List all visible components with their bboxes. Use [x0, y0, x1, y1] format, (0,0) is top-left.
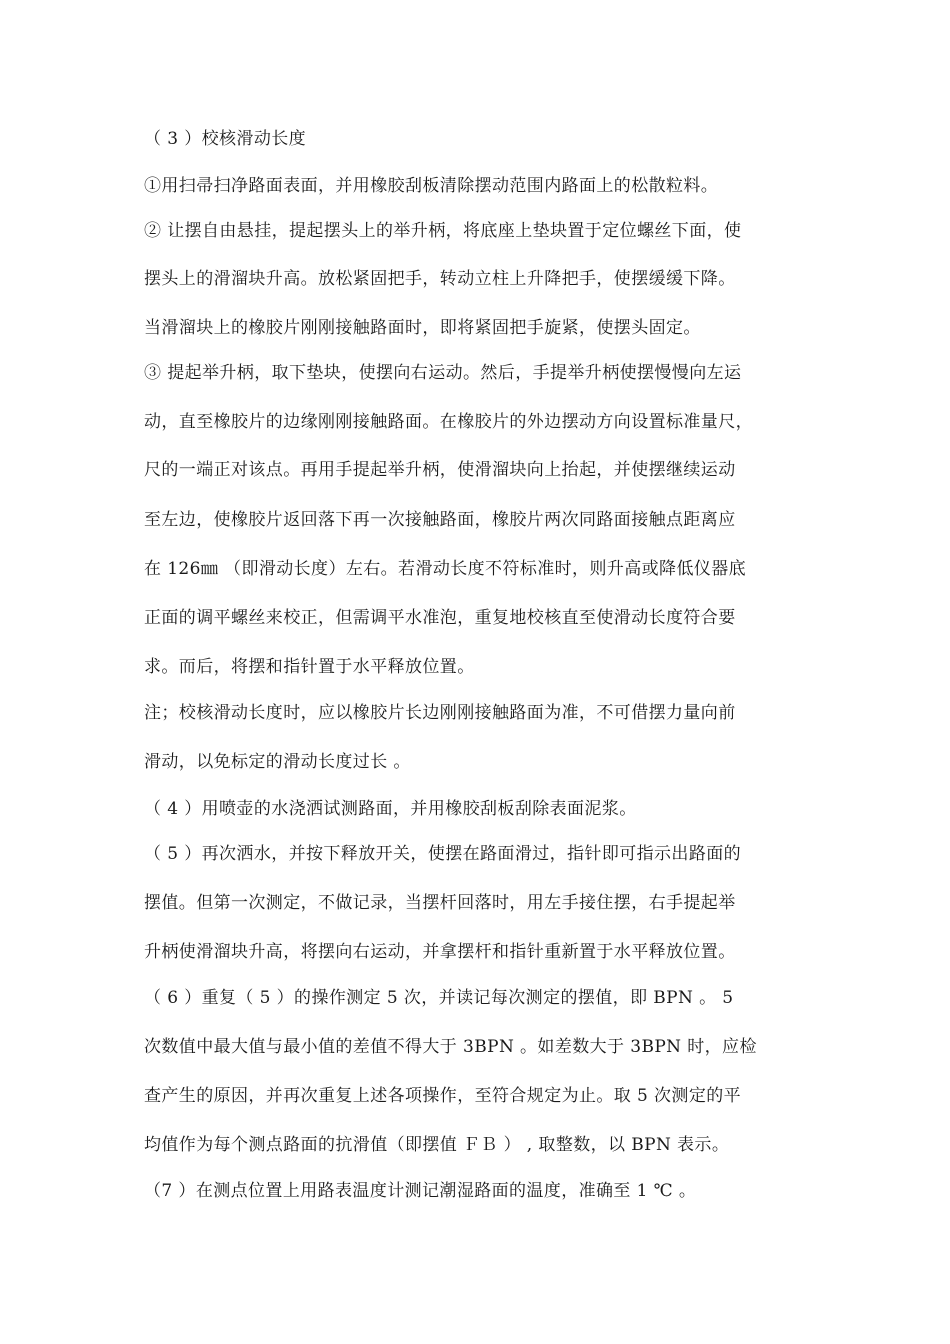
section-6-line-2: 次数值中最大值与最小值的差值不得大于 3BPN 。如差数大于 3BPN 时，应检 — [144, 1037, 757, 1057]
step-3-line-1: ③ 提起举升柄，取下垫块，使摆向右运动。然后，手提举升柄使摆慢慢向左运 — [144, 363, 742, 383]
note-line-1: 注；校核滑动长度时，应以橡胶片长边刚刚接触路面为准，不可借摆力量向前 — [144, 703, 736, 723]
step-2-line-1: ② 让摆自由悬挂，提起摆头上的举升柄，将底座上垫块置于定位螺丝下面，使 — [144, 221, 742, 241]
section-7-text: （7 ）在测点位置上用路表温度计测记潮湿路面的温度，准确至 1 ℃ 。 — [144, 1181, 697, 1201]
step-1-text: ①用扫帚扫净路面表面，并用橡胶刮板清除摆动范围内路面上的松散粒料。 — [144, 176, 719, 196]
section-5-line-3: 升柄使滑溜块升高，将摆向右运动，并拿摆杆和指针重新置于水平释放位置。 — [144, 942, 736, 962]
note-line-2: 滑动，以免标定的滑动长度过长 。 — [144, 752, 411, 772]
section-heading-3: （ 3 ）校核滑动长度 — [144, 129, 307, 149]
step-3-line-7: 求。而后，将摆和指针置于水平释放位置。 — [144, 657, 475, 677]
section-6-line-1: （ 6 ）重复（ 5 ）的操作测定 5 次，并读记每次测定的摆值，即 BPN 。 5 — [144, 988, 734, 1008]
step-2-line-2: 摆头上的滑溜块升高。放松紧固把手，转动立柱上升降把手，使摆缓缓下降。 — [144, 269, 736, 289]
step-3-line-5: 在 126㎜ （即滑动长度）左右。若滑动长度不符标准时，则升高或降低仪器底 — [144, 559, 747, 579]
step-3-line-3: 尺的一端正对该点。再用手提起举升柄，使滑溜块向上抬起，并使摆继续运动 — [144, 460, 736, 480]
step-3-line-6: 正面的调平螺丝来校正，但需调平水准泡，重复地校核直至使滑动长度符合要 — [144, 608, 736, 628]
section-5-line-2: 摆值。但第一次测定，不做记录，当摆杆回落时，用左手接住摆，右手提起举 — [144, 893, 736, 913]
step-3-line-4: 至左边，使橡胶片返回落下再一次接触路面，橡胶片两次同路面接触点距离应 — [144, 510, 736, 530]
section-5-line-1: （ 5 ）再次洒水，并按下释放开关，使摆在路面滑过，指针即可指示出路面的 — [144, 844, 742, 864]
section-4-text: （ 4 ）用喷壶的水浇洒试测路面，并用橡胶刮板刮除表面泥浆。 — [144, 799, 637, 819]
section-6-line-3: 查产生的原因，并再次重复上述各项操作，至符合规定为止。取 5 次测定的平 — [144, 1086, 742, 1106]
step-2-line-3: 当滑溜块上的橡胶片刚刚接触路面时，即将紧固把手旋紧，使摆头固定。 — [144, 318, 701, 338]
section-6-line-4: 均值作为每个测点路面的抗滑值（即摆值 ＦＢ ） , 取整数，以 BPN 表示。 — [144, 1135, 730, 1155]
step-3-line-2: 动，直至橡胶片的边缘刚刚接触路面。在橡胶片的外边摆动方向设置标准量尺， — [144, 412, 753, 432]
